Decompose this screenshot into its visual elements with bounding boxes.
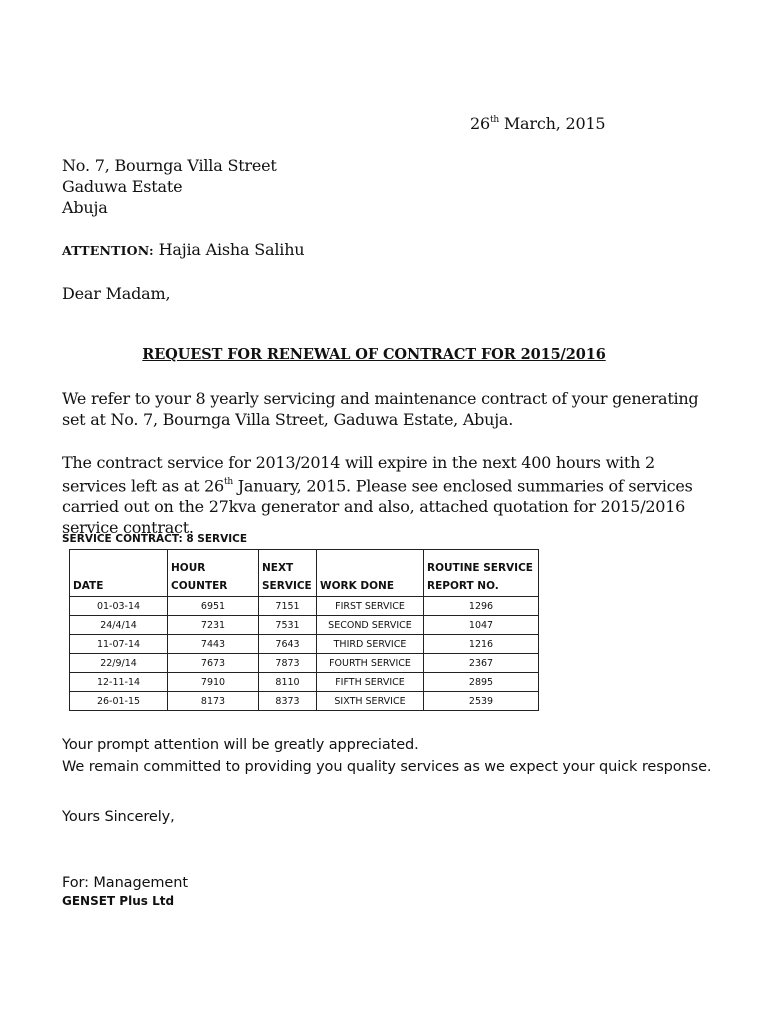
company-name: GENSET Plus Ltd: [62, 894, 175, 908]
table-row: [70, 616, 539, 635]
paragraph-2: [62, 452, 722, 538]
cell-next: 7643: [259, 635, 317, 654]
cell-report: 1296: [424, 597, 539, 616]
cell-work: FIFTH SERVICE: [317, 673, 424, 692]
cell-next: 8110: [259, 673, 317, 692]
cell-next: 7873: [259, 654, 317, 673]
cell-date: 01-03-14: [70, 597, 168, 616]
paragraph-2-text: The contract service for 2013/2014 will expire in the next 400 hours with 2 services left as at 26: [62, 453, 655, 496]
cell-report: 1047: [424, 616, 539, 635]
sign-off: Yours Sincerely,: [62, 809, 175, 825]
cell-hour: 6951: [168, 597, 259, 616]
cell-hour: 7673: [168, 654, 259, 673]
closing-line: We remain committed to providing you quality services as we expect your quick response.: [62, 759, 712, 775]
cell-date: 12-11-14: [70, 673, 168, 692]
cell-next: 8373: [259, 692, 317, 711]
table-row: [70, 673, 539, 692]
paragraph-2-text-cont: January, 2015. Please see enclosed summaries of services carried out on the 27kva generator and also, attached quotation for 2015/2016 service contract.: [62, 476, 693, 538]
header-hour-counter: HOUR COUNTER: [168, 550, 259, 597]
cell-hour: 7910: [168, 673, 259, 692]
cell-hour: 7443: [168, 635, 259, 654]
cell-report: 1216: [424, 635, 539, 654]
date-rest: March, 2015: [498, 114, 606, 133]
table-header-row: [70, 550, 539, 597]
salutation: Dear Madam,: [62, 284, 171, 303]
for-management: For: Management: [62, 875, 188, 891]
recipient-address: [62, 155, 277, 218]
cell-date: 24/4/14: [70, 616, 168, 635]
closing-line: Your prompt attention will be greatly appreciated.: [62, 737, 419, 753]
attention-name: Hajia Aisha Salihu: [153, 240, 305, 259]
cell-next: 7531: [259, 616, 317, 635]
cell-hour: 7231: [168, 616, 259, 635]
table-row: [70, 635, 539, 654]
cell-work: FOURTH SERVICE: [317, 654, 424, 673]
header-work-done: WORK DONE: [317, 550, 424, 597]
cell-report: 2895: [424, 673, 539, 692]
cell-hour: 8173: [168, 692, 259, 711]
letter-date: [470, 114, 605, 133]
address-line: No. 7, Bournga Villa Street: [62, 156, 277, 175]
cell-work: FIRST SERVICE: [317, 597, 424, 616]
date-suffix: th: [489, 114, 499, 125]
table-row: [70, 597, 539, 616]
subject-heading: REQUEST FOR RENEWAL OF CONTRACT FOR 2015/2016: [142, 346, 606, 363]
address-line: Gaduwa Estate: [62, 177, 183, 196]
attention-line: [62, 240, 304, 259]
date-day: 26: [470, 114, 490, 133]
cell-next: 7151: [259, 597, 317, 616]
cell-work: THIRD SERVICE: [317, 635, 424, 654]
attention-label: ATTENTION:: [62, 243, 154, 258]
cell-report: 2367: [424, 654, 539, 673]
address-line: Abuja: [62, 198, 108, 217]
cell-date: 22/9/14: [70, 654, 168, 673]
cell-work: SECOND SERVICE: [317, 616, 424, 635]
paragraph-2-sup: th: [223, 477, 233, 487]
cell-date: 26-01-15: [70, 692, 168, 711]
cell-report: 2539: [424, 692, 539, 711]
closing-paragraph: [62, 734, 711, 778]
table-title: SERVICE CONTRACT: 8 SERVICE: [62, 533, 248, 545]
cell-date: 11-07-14: [70, 635, 168, 654]
service-table: [69, 549, 539, 711]
table-row: [70, 692, 539, 711]
table-row: [70, 654, 539, 673]
header-next-service: NEXT SERVICE: [259, 550, 317, 597]
header-routine-report: ROUTINE SERVICE REPORT NO.: [424, 550, 539, 597]
header-date: DATE: [70, 550, 168, 597]
cell-work: SIXTH SERVICE: [317, 692, 424, 711]
paragraph-1: We refer to your 8 yearly servicing and maintenance contract of your generating set at No. 7, Bournga Villa Street, Gaduwa Estate, Abuja.: [62, 389, 699, 429]
